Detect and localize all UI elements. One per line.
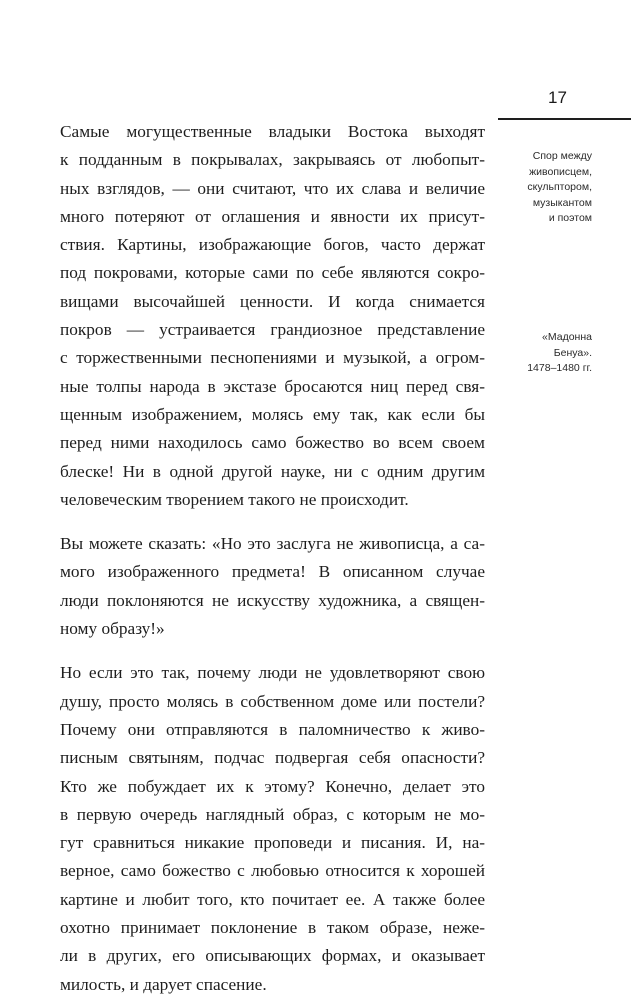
- text-line: ли в других, его описывающих формах, и оказывает: [60, 946, 485, 966]
- sidenote-line: Спор между: [532, 150, 592, 162]
- text-line: верное, само божество с любовью относится к хорошей: [60, 861, 485, 881]
- text-line: к подданным в покрывалах, закрываясь от любопыт-: [60, 150, 485, 170]
- text-line: Почему они отправляются в паломничество к живо-: [60, 719, 485, 739]
- text-line: Кто же побуждает их к этому? Конечно, делает это: [60, 776, 485, 796]
- text-line: покров — устраивается грандиозное представление: [60, 320, 485, 340]
- paragraph-2: [60, 530, 485, 643]
- text-line: писным святыням, подчас подвергая себя опасности?: [60, 748, 485, 768]
- sidenote-line: живописцем,: [529, 165, 592, 178]
- text-line: люди поклоняются не искусству художника, а священ-: [60, 590, 485, 610]
- text-line: под покровами, которые сами по себе являются сокро-: [60, 263, 485, 283]
- text-line: картине и любит того, кто почитает ее. А также более: [60, 889, 485, 909]
- sidenote-line: 1478–1480 гг.: [527, 362, 592, 374]
- text-line: Но если это так, почему люди не удовлетворяют свою: [60, 663, 485, 683]
- text-line: милость, и дарует спасение.: [60, 974, 267, 994]
- text-line: человеческим творением такого не происходит.: [60, 489, 409, 509]
- text-line: мого изображенного предмета! В описанном случае: [60, 562, 485, 582]
- sidenote-chapter-title: [527, 149, 592, 227]
- text-line: вищами высочайшей ценности. И когда снимается: [60, 291, 485, 311]
- text-line: в первую очередь наглядный образ, с которым не мо-: [60, 804, 485, 824]
- page-number: 17: [548, 88, 567, 107]
- text-line: Самые могущественные владыки Востока выходят: [60, 122, 485, 141]
- text-line: ных взглядов, — они считают, что их слава и величие: [60, 178, 485, 198]
- sidenote-line: музыкантом: [532, 196, 592, 209]
- text-line: много потеряют от оглашения и явности их присут-: [60, 206, 485, 226]
- text-line: охотно принимает поклонение в таком образе, неже-: [60, 918, 485, 938]
- text-line: перед ними находилось само божество во всем своем: [60, 433, 485, 453]
- text-line: гут сравниться никакие проповеди и писания. И, на-: [60, 833, 485, 853]
- header-rule: [498, 118, 631, 120]
- text-line: с торжественными песнопениями и музыкой, а огром-: [60, 348, 485, 368]
- sidenote-image-caption: [527, 330, 592, 377]
- paragraph-1: [60, 118, 485, 514]
- text-line: блеске! Ни в одной другой науке, ни с одним другим: [60, 461, 485, 481]
- text-line: ствия. Картины, изображающие богов, часто держат: [60, 235, 485, 255]
- text-line: душу, просто молясь в собственном доме или постели?: [60, 691, 485, 711]
- paragraph-3: [60, 659, 485, 999]
- sidenote-line: и поэтом: [548, 212, 592, 224]
- body-text: [60, 118, 485, 999]
- text-line: щенным изображением, молясь ему так, как если бы: [60, 404, 485, 424]
- text-line: Вы можете сказать: «Но это заслуга не живописца, а са-: [60, 534, 485, 554]
- sidenote-line: Бенуа».: [553, 346, 592, 359]
- text-line: ные толпы народа в экстазе бросаются ниц перед свя-: [60, 376, 485, 396]
- sidenote-line: скульптором,: [527, 181, 592, 193]
- text-line: ному образу!»: [60, 619, 165, 639]
- sidenote-line: «Мадонна: [542, 331, 592, 343]
